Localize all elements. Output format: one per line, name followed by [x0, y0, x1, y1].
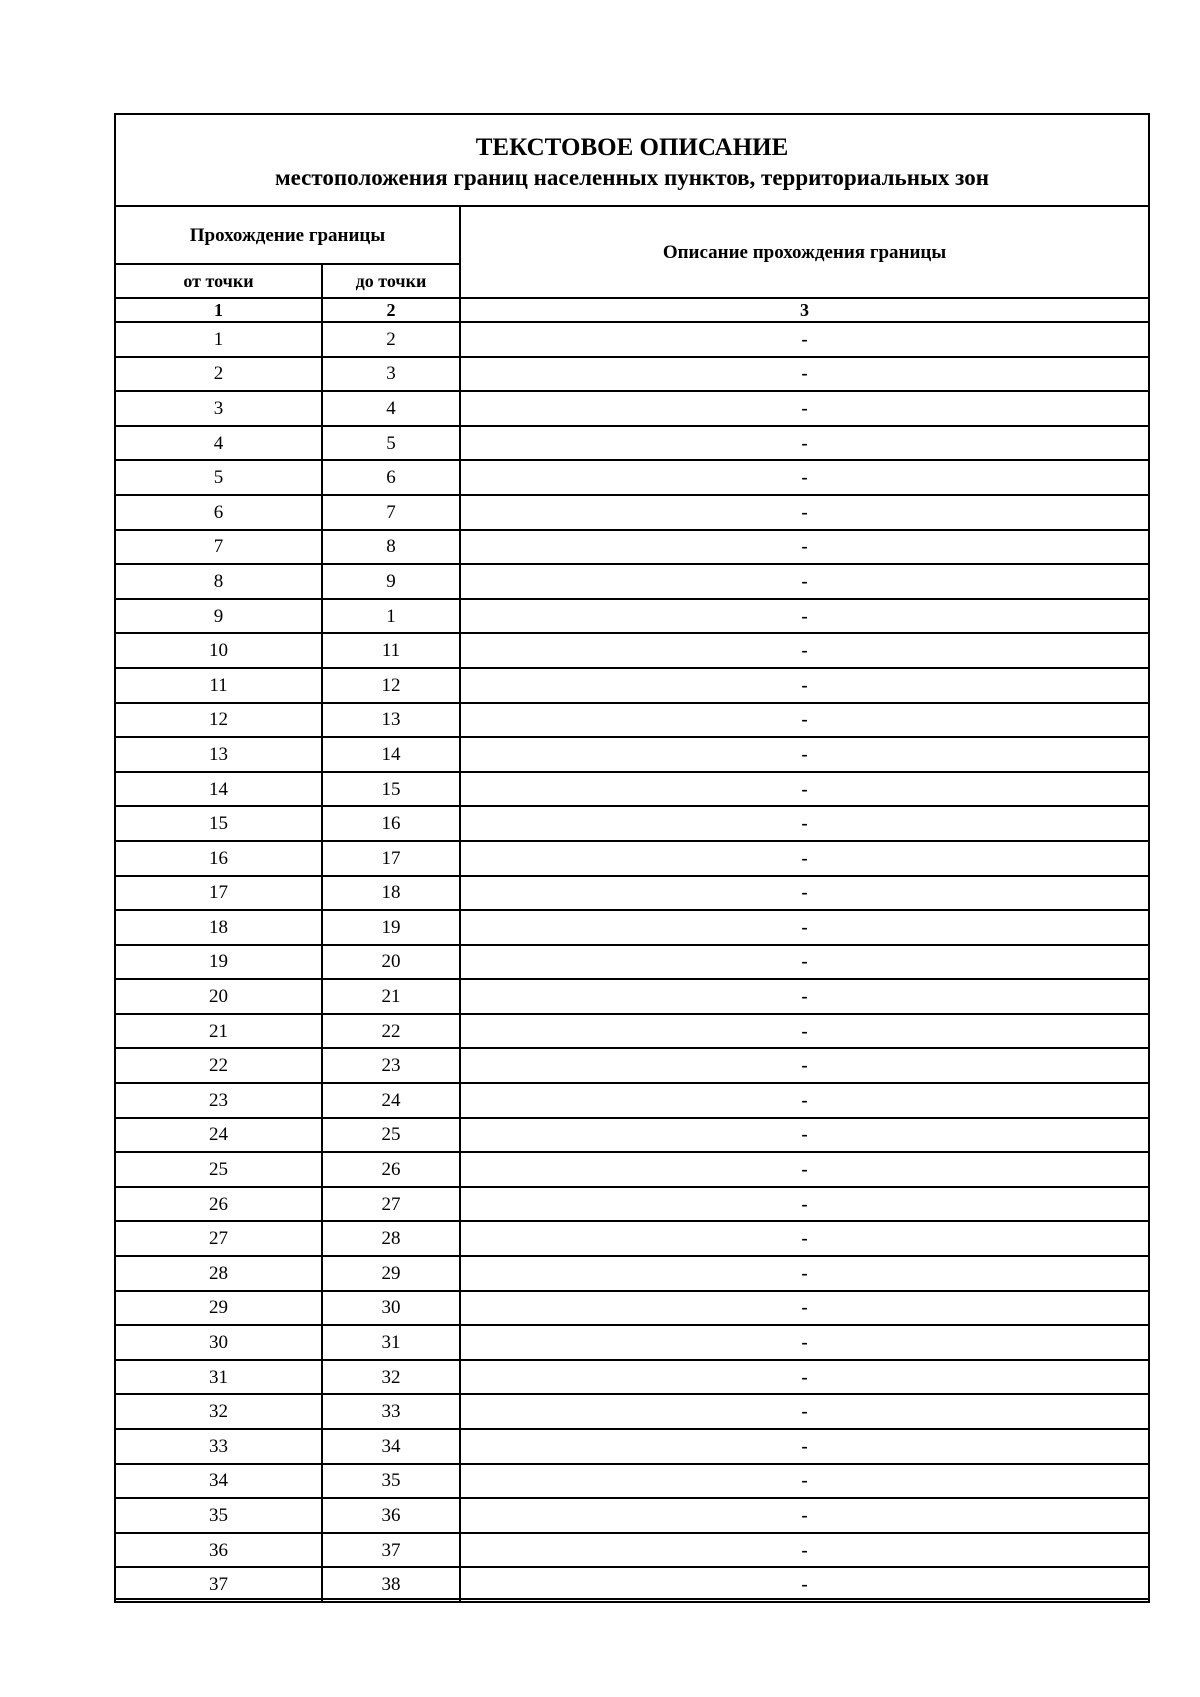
- table-row: [115, 357, 1149, 392]
- from-point-cell: 33: [115, 1429, 322, 1464]
- to-point-cell: 26: [322, 1152, 460, 1187]
- description-cell: -: [460, 599, 1149, 634]
- to-point-cell: 7: [322, 495, 460, 530]
- bottom-rule: [114, 1598, 1148, 1600]
- table-row: [115, 1360, 1149, 1395]
- from-point-cell: 34: [115, 1464, 322, 1499]
- table-row: [115, 737, 1149, 772]
- to-point-cell: 14: [322, 737, 460, 772]
- description-cell: -: [460, 1083, 1149, 1118]
- from-point-cell: 16: [115, 841, 322, 876]
- table-row: [115, 876, 1149, 911]
- boundary-description-table: [114, 113, 1150, 1603]
- to-point-cell: 33: [322, 1394, 460, 1429]
- from-point-cell: 26: [115, 1187, 322, 1222]
- description-cell: -: [460, 737, 1149, 772]
- header-passage: Прохождение границы: [115, 206, 460, 264]
- to-point-cell: 6: [322, 460, 460, 495]
- from-point-cell: 27: [115, 1221, 322, 1256]
- from-point-cell: 25: [115, 1152, 322, 1187]
- table-row: [115, 564, 1149, 599]
- table-row: [115, 772, 1149, 807]
- description-cell: -: [460, 945, 1149, 980]
- table-row: [115, 1533, 1149, 1568]
- header-row-top: [115, 206, 1149, 264]
- to-point-cell: 16: [322, 806, 460, 841]
- column-number-3: 3: [460, 298, 1149, 322]
- description-cell: -: [460, 1464, 1149, 1499]
- from-point-cell: 13: [115, 737, 322, 772]
- column-number-row: [115, 298, 1149, 322]
- description-cell: -: [460, 460, 1149, 495]
- table-row: [115, 1014, 1149, 1049]
- from-point-cell: 2: [115, 357, 322, 392]
- from-point-cell: 36: [115, 1533, 322, 1568]
- description-cell: -: [460, 1152, 1149, 1187]
- to-point-cell: 32: [322, 1360, 460, 1395]
- from-point-cell: 12: [115, 703, 322, 738]
- to-point-cell: 11: [322, 633, 460, 668]
- description-cell: -: [460, 1325, 1149, 1360]
- description-cell: -: [460, 876, 1149, 911]
- to-point-cell: 1: [322, 599, 460, 634]
- to-point-cell: 8: [322, 530, 460, 565]
- to-point-cell: 4: [322, 391, 460, 426]
- table-row: [115, 460, 1149, 495]
- from-point-cell: 22: [115, 1048, 322, 1083]
- description-cell: -: [460, 910, 1149, 945]
- description-cell: -: [460, 1291, 1149, 1326]
- to-point-cell: 25: [322, 1118, 460, 1153]
- description-cell: -: [460, 1014, 1149, 1049]
- table-row: [115, 1152, 1149, 1187]
- from-point-cell: 23: [115, 1083, 322, 1118]
- to-point-cell: 9: [322, 564, 460, 599]
- to-point-cell: 36: [322, 1498, 460, 1533]
- table-row: [115, 1394, 1149, 1429]
- to-point-cell: 30: [322, 1291, 460, 1326]
- table-row: [115, 1429, 1149, 1464]
- to-point-cell: 23: [322, 1048, 460, 1083]
- description-cell: -: [460, 1221, 1149, 1256]
- column-number-2: 2: [322, 298, 460, 322]
- description-cell: -: [460, 426, 1149, 461]
- to-point-cell: 29: [322, 1256, 460, 1291]
- description-cell: -: [460, 1048, 1149, 1083]
- from-point-cell: 11: [115, 668, 322, 703]
- from-point-cell: 6: [115, 495, 322, 530]
- to-point-cell: 17: [322, 841, 460, 876]
- table-row: [115, 1567, 1149, 1602]
- description-cell: -: [460, 530, 1149, 565]
- table-row: [115, 1498, 1149, 1533]
- description-cell: -: [460, 495, 1149, 530]
- description-cell: -: [460, 564, 1149, 599]
- from-point-cell: 19: [115, 945, 322, 980]
- table-row: [115, 841, 1149, 876]
- from-point-cell: 1: [115, 322, 322, 357]
- table-row: [115, 1325, 1149, 1360]
- description-cell: -: [460, 979, 1149, 1014]
- from-point-cell: 14: [115, 772, 322, 807]
- to-point-cell: 2: [322, 322, 460, 357]
- description-cell: -: [460, 1118, 1149, 1153]
- table-row: [115, 910, 1149, 945]
- to-point-cell: 3: [322, 357, 460, 392]
- description-cell: -: [460, 1187, 1149, 1222]
- table-row: [115, 599, 1149, 634]
- table-row: [115, 426, 1149, 461]
- from-point-cell: 7: [115, 530, 322, 565]
- table-row: [115, 633, 1149, 668]
- description-cell: -: [460, 322, 1149, 357]
- table-row: [115, 495, 1149, 530]
- to-point-cell: 37: [322, 1533, 460, 1568]
- from-point-cell: 5: [115, 460, 322, 495]
- table-row: [115, 979, 1149, 1014]
- header-from-point: от точки: [115, 264, 322, 298]
- to-point-cell: 22: [322, 1014, 460, 1049]
- to-point-cell: 31: [322, 1325, 460, 1360]
- description-cell: -: [460, 1360, 1149, 1395]
- document-title: ТЕКСТОВОЕ ОПИСАНИЕ: [475, 134, 789, 161]
- from-point-cell: 37: [115, 1567, 322, 1602]
- description-cell: -: [460, 1256, 1149, 1291]
- description-cell: -: [460, 806, 1149, 841]
- table-row: [115, 1291, 1149, 1326]
- from-point-cell: 10: [115, 633, 322, 668]
- from-point-cell: 29: [115, 1291, 322, 1326]
- table-row: [115, 1464, 1149, 1499]
- from-point-cell: 18: [115, 910, 322, 945]
- to-point-cell: 12: [322, 668, 460, 703]
- to-point-cell: 35: [322, 1464, 460, 1499]
- document-subtitle: местоположения границ населенных пунктов, территориальных зон: [275, 165, 990, 190]
- to-point-cell: 28: [322, 1221, 460, 1256]
- description-cell: -: [460, 841, 1149, 876]
- table-row: [115, 530, 1149, 565]
- from-point-cell: 21: [115, 1014, 322, 1049]
- table-row: [115, 1187, 1149, 1222]
- to-point-cell: 24: [322, 1083, 460, 1118]
- from-point-cell: 32: [115, 1394, 322, 1429]
- from-point-cell: 31: [115, 1360, 322, 1395]
- to-point-cell: 20: [322, 945, 460, 980]
- description-cell: -: [460, 633, 1149, 668]
- from-point-cell: 4: [115, 426, 322, 461]
- description-cell: -: [460, 1429, 1149, 1464]
- table-row: [115, 945, 1149, 980]
- description-cell: -: [460, 668, 1149, 703]
- to-point-cell: 21: [322, 979, 460, 1014]
- table-row: [115, 703, 1149, 738]
- to-point-cell: 5: [322, 426, 460, 461]
- to-point-cell: 13: [322, 703, 460, 738]
- from-point-cell: 24: [115, 1118, 322, 1153]
- table-row: [115, 1083, 1149, 1118]
- description-cell: -: [460, 1533, 1149, 1568]
- title-row: [115, 114, 1149, 206]
- from-point-cell: 3: [115, 391, 322, 426]
- to-point-cell: 38: [322, 1567, 460, 1602]
- from-point-cell: 30: [115, 1325, 322, 1360]
- table-row: [115, 1048, 1149, 1083]
- to-point-cell: 15: [322, 772, 460, 807]
- description-cell: -: [460, 1394, 1149, 1429]
- table-row: [115, 1221, 1149, 1256]
- from-point-cell: 9: [115, 599, 322, 634]
- description-cell: -: [460, 703, 1149, 738]
- to-point-cell: 34: [322, 1429, 460, 1464]
- description-cell: -: [460, 391, 1149, 426]
- table-row: [115, 806, 1149, 841]
- table-row: [115, 1118, 1149, 1153]
- header-description: Описание прохождения границы: [460, 206, 1149, 298]
- to-point-cell: 19: [322, 910, 460, 945]
- table-row: [115, 1256, 1149, 1291]
- description-cell: -: [460, 1567, 1149, 1602]
- description-cell: -: [460, 772, 1149, 807]
- table-row: [115, 322, 1149, 357]
- table-row: [115, 391, 1149, 426]
- column-number-1: 1: [115, 298, 322, 322]
- to-point-cell: 18: [322, 876, 460, 911]
- from-point-cell: 35: [115, 1498, 322, 1533]
- from-point-cell: 20: [115, 979, 322, 1014]
- table-row: [115, 668, 1149, 703]
- description-cell: -: [460, 1498, 1149, 1533]
- header-to-point: до точки: [322, 264, 460, 298]
- from-point-cell: 8: [115, 564, 322, 599]
- description-cell: -: [460, 357, 1149, 392]
- to-point-cell: 27: [322, 1187, 460, 1222]
- from-point-cell: 17: [115, 876, 322, 911]
- document-sheet: [114, 113, 1148, 1603]
- from-point-cell: 28: [115, 1256, 322, 1291]
- from-point-cell: 15: [115, 806, 322, 841]
- title-cell: [115, 114, 1149, 206]
